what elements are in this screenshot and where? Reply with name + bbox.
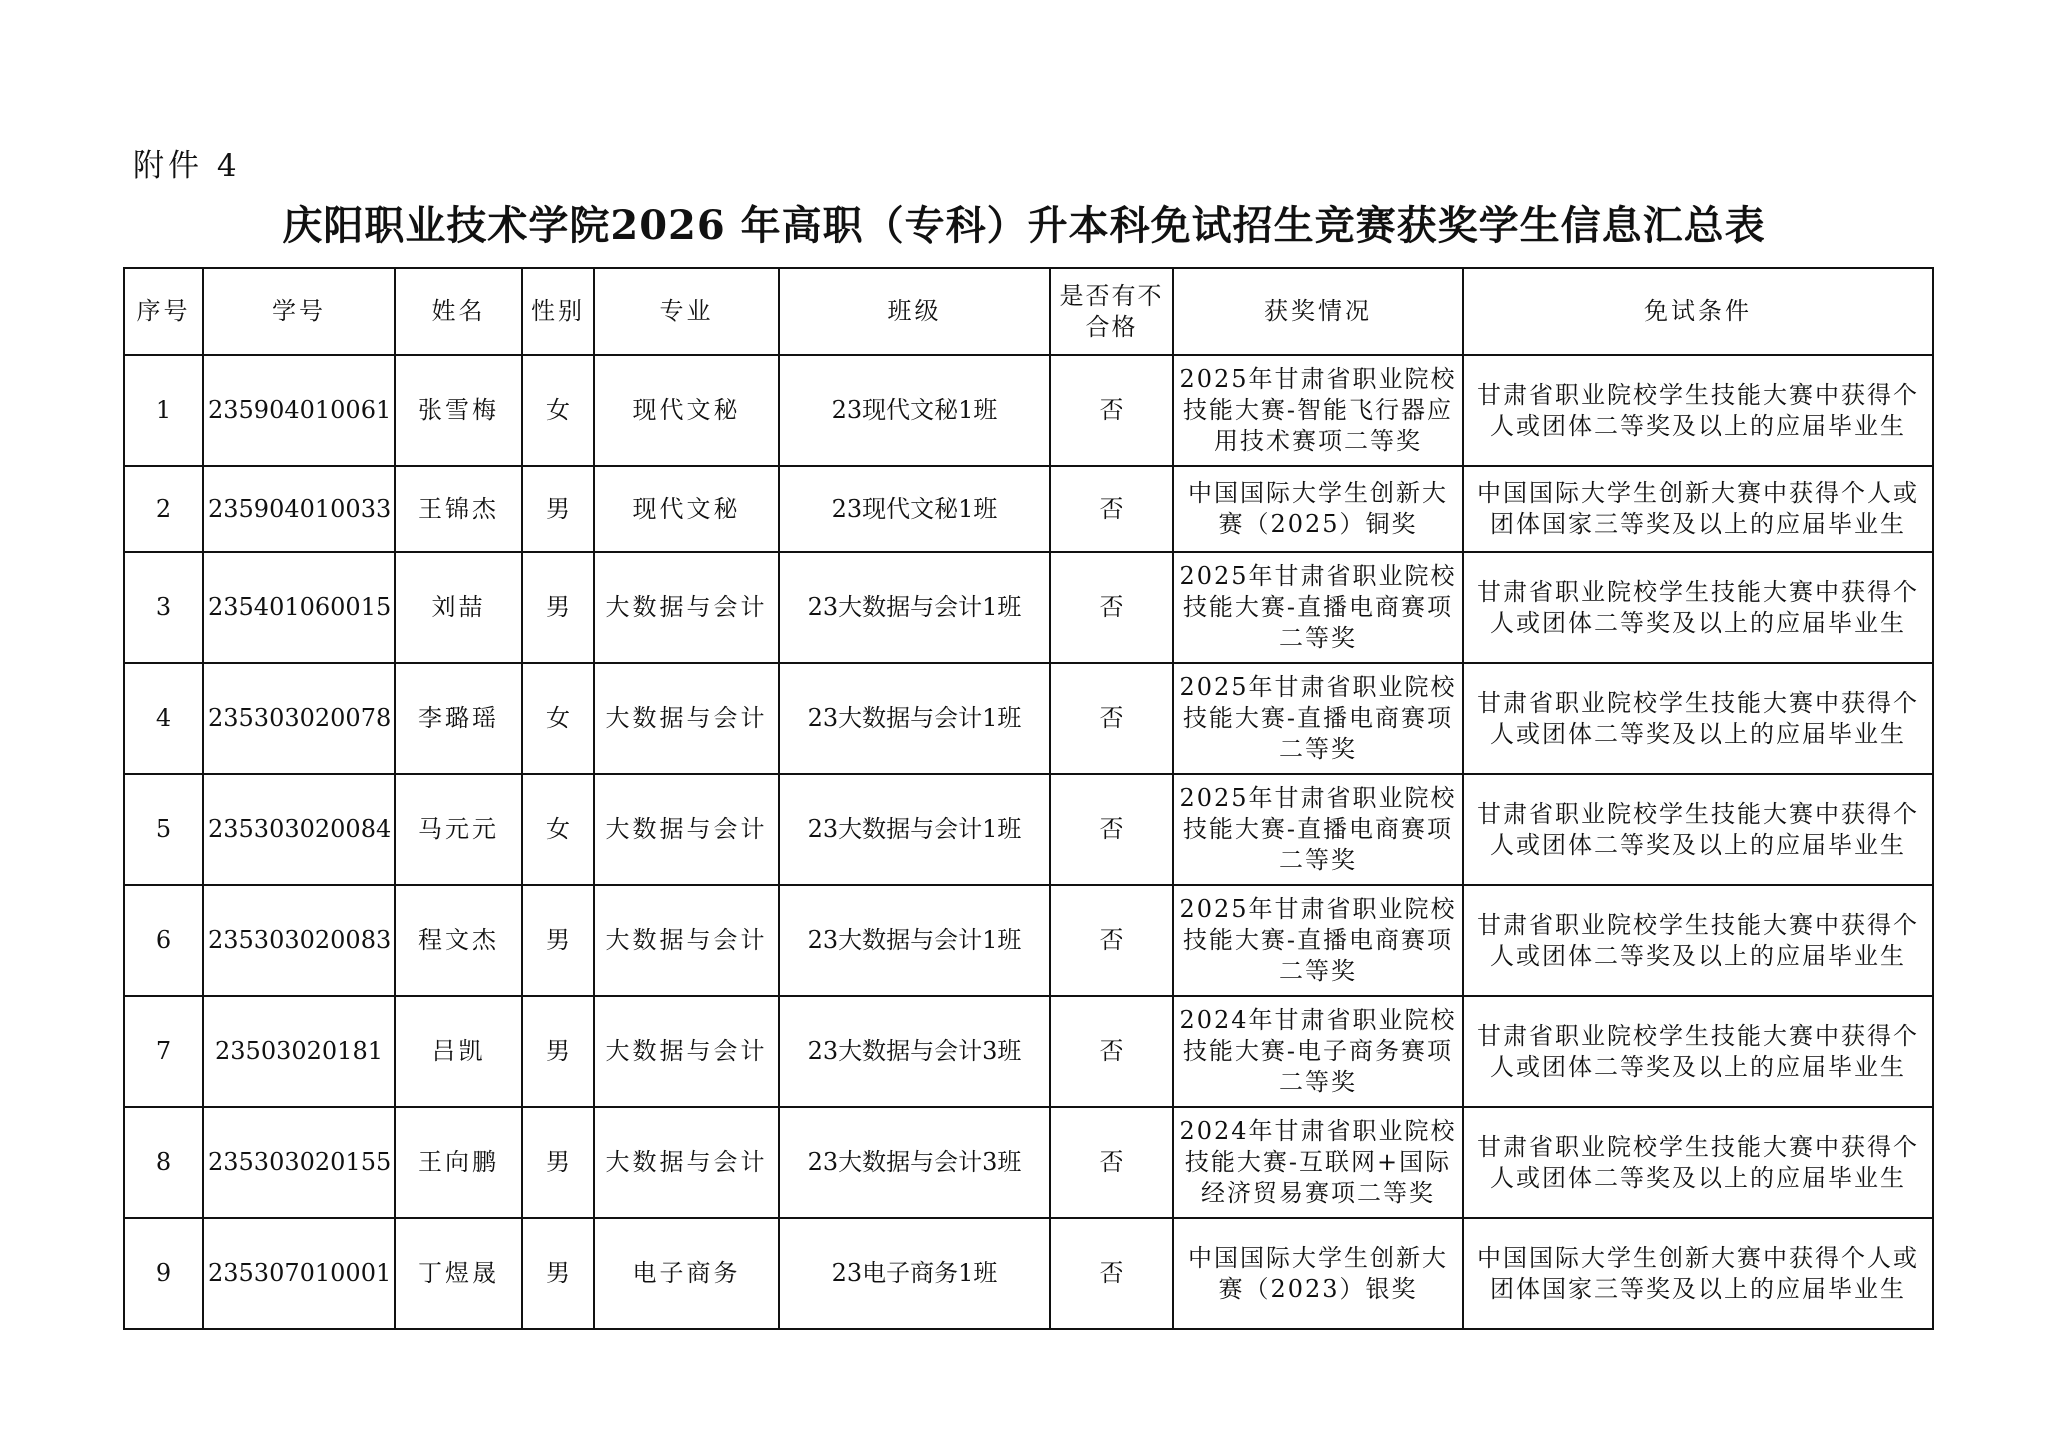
cell-no: 3: [124, 552, 203, 663]
cell-award: 2025年甘肃省职业院校技能大赛-直播电商赛项二等奖: [1173, 774, 1463, 885]
cell-no: 2: [124, 466, 203, 552]
col-header-name: 姓名: [395, 268, 522, 355]
cell-name: 张雪梅: [395, 355, 522, 466]
cell-major: 大数据与会计: [594, 663, 779, 774]
attachment-label: 附件 4: [133, 148, 241, 184]
cell-condition: 甘肃省职业院校学生技能大赛中获得个人或团体二等奖及以上的应届毕业生: [1463, 885, 1933, 996]
cell-major: 电子商务: [594, 1218, 779, 1329]
cell-failed: 否: [1050, 466, 1173, 552]
col-header-student-id: 学号: [203, 268, 395, 355]
cell-gender: 男: [522, 1218, 594, 1329]
cell-class: 23电子商务1班: [779, 1218, 1050, 1329]
cell-student-id: 235401060015: [203, 552, 395, 663]
cell-award: 中国国际大学生创新大赛（2023）银奖: [1173, 1218, 1463, 1329]
col-header-condition: 免试条件: [1463, 268, 1933, 355]
cell-student-id: 235303020078: [203, 663, 395, 774]
table-row: [124, 1107, 1933, 1218]
student-award-table: [123, 267, 1934, 1330]
cell-major: 大数据与会计: [594, 1107, 779, 1218]
col-header-major: 专业: [594, 268, 779, 355]
cell-class: 23大数据与会计1班: [779, 774, 1050, 885]
cell-major: 大数据与会计: [594, 552, 779, 663]
cell-major: 大数据与会计: [594, 774, 779, 885]
cell-award: 2025年甘肃省职业院校技能大赛-直播电商赛项二等奖: [1173, 663, 1463, 774]
cell-no: 1: [124, 355, 203, 466]
cell-condition: 甘肃省职业院校学生技能大赛中获得个人或团体二等奖及以上的应届毕业生: [1463, 663, 1933, 774]
table-row: [124, 774, 1933, 885]
cell-failed: 否: [1050, 996, 1173, 1107]
cell-student-id: 235904010033: [203, 466, 395, 552]
cell-major: 大数据与会计: [594, 996, 779, 1107]
cell-failed: 否: [1050, 355, 1173, 466]
cell-major: 现代文秘: [594, 466, 779, 552]
col-header-failed: 是否有不合格: [1050, 268, 1173, 355]
cell-no: 6: [124, 885, 203, 996]
cell-gender: 男: [522, 996, 594, 1107]
table-row: [124, 663, 1933, 774]
page-title: 庆阳职业技术学院2026 年高职（专科）升本科免试招生竞赛获奖学生信息汇总表: [282, 202, 1766, 249]
cell-no: 4: [124, 663, 203, 774]
cell-condition: 甘肃省职业院校学生技能大赛中获得个人或团体二等奖及以上的应届毕业生: [1463, 355, 1933, 466]
cell-student-id: 235303020155: [203, 1107, 395, 1218]
table-row: [124, 885, 1933, 996]
cell-failed: 否: [1050, 1107, 1173, 1218]
cell-gender: 男: [522, 552, 594, 663]
table-row: [124, 552, 1933, 663]
cell-award: 2025年甘肃省职业院校技能大赛-直播电商赛项二等奖: [1173, 885, 1463, 996]
cell-student-id: 235904010061: [203, 355, 395, 466]
col-header-award: 获奖情况: [1173, 268, 1463, 355]
cell-condition: 中国国际大学生创新大赛中获得个人或团体国家三等奖及以上的应届毕业生: [1463, 1218, 1933, 1329]
cell-award: 2024年甘肃省职业院校技能大赛-互联网+国际经济贸易赛项二等奖: [1173, 1107, 1463, 1218]
cell-gender: 女: [522, 355, 594, 466]
cell-no: 7: [124, 996, 203, 1107]
cell-condition: 中国国际大学生创新大赛中获得个人或团体国家三等奖及以上的应届毕业生: [1463, 466, 1933, 552]
table-row: [124, 466, 1933, 552]
table-header-row: [124, 268, 1933, 355]
cell-award: 中国国际大学生创新大赛（2025）铜奖: [1173, 466, 1463, 552]
cell-gender: 女: [522, 774, 594, 885]
cell-student-id: 23503020181: [203, 996, 395, 1107]
cell-student-id: 235307010001: [203, 1218, 395, 1329]
cell-failed: 否: [1050, 1218, 1173, 1329]
col-header-no: 序号: [124, 268, 203, 355]
cell-class: 23大数据与会计1班: [779, 885, 1050, 996]
cell-name: 马元元: [395, 774, 522, 885]
cell-gender: 男: [522, 466, 594, 552]
cell-class: 23现代文秘1班: [779, 355, 1050, 466]
cell-award: 2025年甘肃省职业院校技能大赛-智能飞行器应用技术赛项二等奖: [1173, 355, 1463, 466]
cell-gender: 男: [522, 1107, 594, 1218]
cell-gender: 男: [522, 885, 594, 996]
cell-name: 吕凯: [395, 996, 522, 1107]
cell-student-id: 235303020083: [203, 885, 395, 996]
table-row: [124, 1218, 1933, 1329]
cell-name: 程文杰: [395, 885, 522, 996]
cell-major: 大数据与会计: [594, 885, 779, 996]
cell-no: 9: [124, 1218, 203, 1329]
cell-name: 李璐瑶: [395, 663, 522, 774]
cell-failed: 否: [1050, 885, 1173, 996]
cell-name: 王锦杰: [395, 466, 522, 552]
cell-condition: 甘肃省职业院校学生技能大赛中获得个人或团体二等奖及以上的应届毕业生: [1463, 1107, 1933, 1218]
cell-failed: 否: [1050, 552, 1173, 663]
cell-class: 23大数据与会计3班: [779, 1107, 1050, 1218]
cell-student-id: 235303020084: [203, 774, 395, 885]
col-header-class: 班级: [779, 268, 1050, 355]
cell-no: 8: [124, 1107, 203, 1218]
cell-class: 23现代文秘1班: [779, 466, 1050, 552]
cell-failed: 否: [1050, 774, 1173, 885]
table-row: [124, 355, 1933, 466]
cell-name: 王向鹏: [395, 1107, 522, 1218]
cell-condition: 甘肃省职业院校学生技能大赛中获得个人或团体二等奖及以上的应届毕业生: [1463, 774, 1933, 885]
cell-name: 刘喆: [395, 552, 522, 663]
col-header-gender: 性别: [522, 268, 594, 355]
cell-gender: 女: [522, 663, 594, 774]
cell-award: 2024年甘肃省职业院校技能大赛-电子商务赛项二等奖: [1173, 996, 1463, 1107]
cell-class: 23大数据与会计1班: [779, 552, 1050, 663]
cell-class: 23大数据与会计1班: [779, 663, 1050, 774]
cell-condition: 甘肃省职业院校学生技能大赛中获得个人或团体二等奖及以上的应届毕业生: [1463, 996, 1933, 1107]
cell-condition: 甘肃省职业院校学生技能大赛中获得个人或团体二等奖及以上的应届毕业生: [1463, 552, 1933, 663]
cell-major: 现代文秘: [594, 355, 779, 466]
cell-no: 5: [124, 774, 203, 885]
table-row: [124, 996, 1933, 1107]
cell-failed: 否: [1050, 663, 1173, 774]
cell-name: 丁煜晟: [395, 1218, 522, 1329]
cell-award: 2025年甘肃省职业院校技能大赛-直播电商赛项二等奖: [1173, 552, 1463, 663]
cell-class: 23大数据与会计3班: [779, 996, 1050, 1107]
